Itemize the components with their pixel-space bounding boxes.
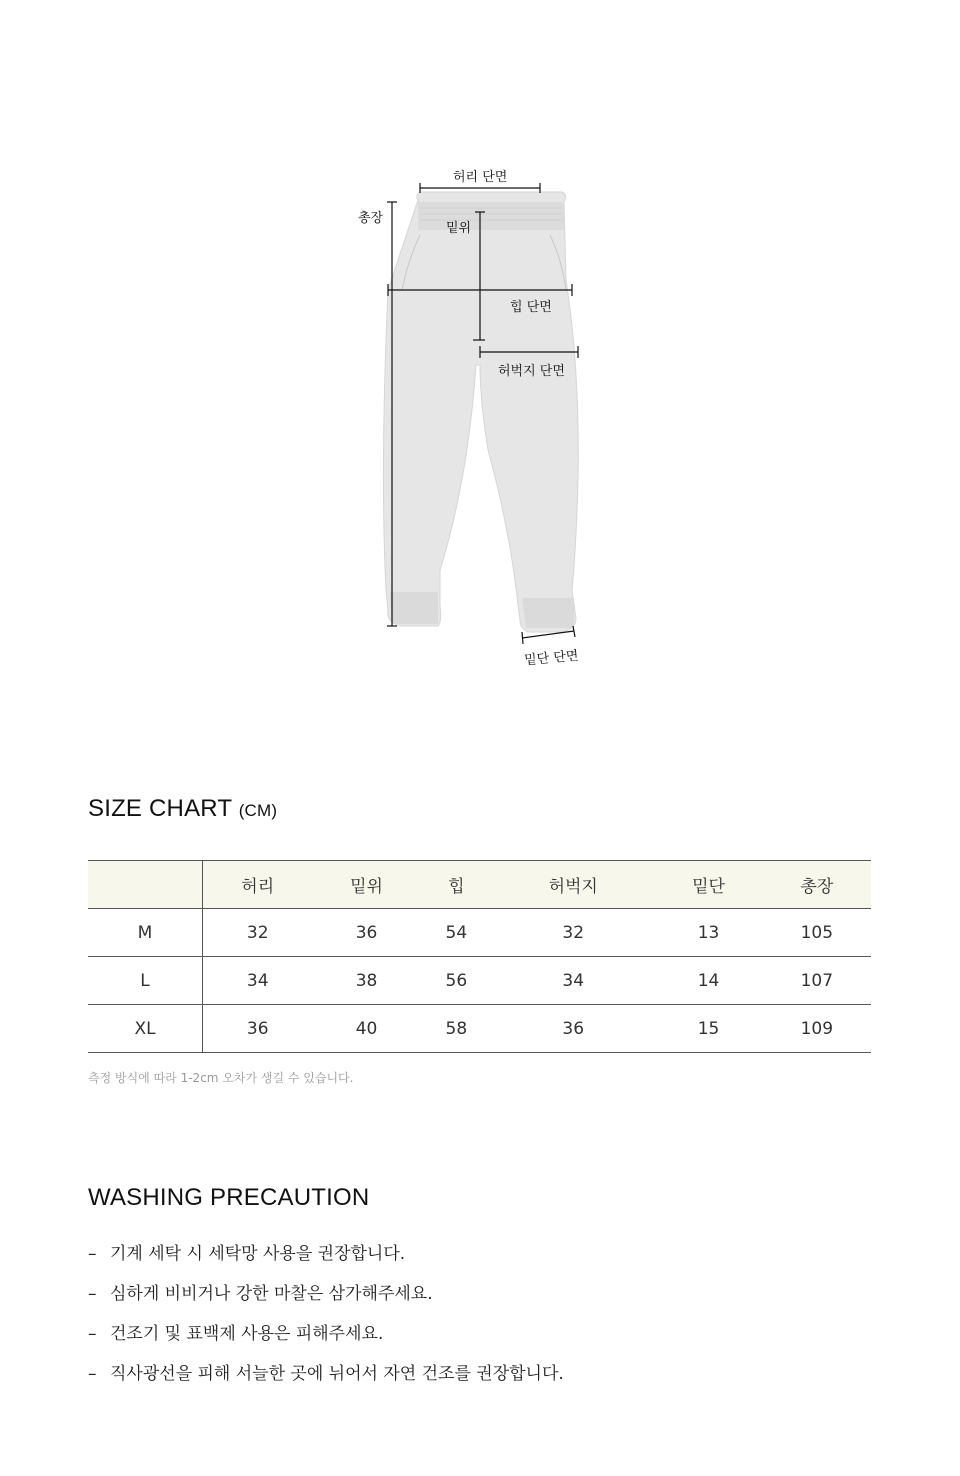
table-cell: 36 (492, 1005, 654, 1053)
table-row (88, 1005, 871, 1053)
list-item: – 건조기 및 표백제 사용은 피해주세요. (88, 1324, 384, 1344)
size-chart-unit: (CM) (238, 801, 278, 820)
table-cell: 54 (421, 909, 492, 957)
table-cell: 13 (654, 909, 762, 957)
table-cell: 36 (203, 1005, 313, 1053)
table-cell: 15 (654, 1005, 762, 1053)
table-cell: 40 (312, 1005, 420, 1053)
table-cell: 58 (421, 1005, 492, 1053)
table-cell: 107 (763, 957, 871, 1005)
header-rise: 밑위 (312, 861, 420, 909)
measurement-note: 측정 방식에 따라 1-2cm 오차가 생길 수 있습니다. (88, 1071, 354, 1085)
washing-title: WASHING PRECAUTION (88, 1184, 370, 1211)
header-length: 총장 (763, 861, 871, 909)
list-item: – 기계 세탁 시 세탁망 사용을 권장합니다. (88, 1244, 406, 1264)
header-waist: 허리 (203, 861, 313, 909)
size-cell: XL (88, 1005, 203, 1053)
waist-label: 허리 단면 (453, 170, 508, 185)
hip-label: 힙 단면 (510, 300, 552, 315)
length-label: 총장 (358, 211, 384, 226)
size-cell: L (88, 957, 203, 1005)
washing-list (88, 1240, 564, 1400)
table-cell: 56 (421, 957, 492, 1005)
table-header-row (88, 861, 871, 909)
rise-label: 밑위 (446, 221, 472, 236)
hem-label: 밑단 단면 (523, 648, 580, 669)
table-row (88, 957, 871, 1005)
size-chart-title: SIZE CHART (CM) (88, 795, 278, 822)
table-cell: 38 (312, 957, 420, 1005)
pants-shape (383, 192, 578, 632)
table-cell: 109 (763, 1005, 871, 1053)
table-cell: 105 (763, 909, 871, 957)
table-cell: 14 (654, 957, 762, 1005)
pants-measurement-diagram (340, 150, 620, 690)
list-item: – 심하게 비비거나 강한 마찰은 삼가해주세요. (88, 1284, 433, 1304)
table-cell: 32 (203, 909, 313, 957)
table-cell: 36 (312, 909, 420, 957)
pants-illustration (340, 150, 620, 690)
table-row (88, 909, 871, 957)
table-cell: 34 (492, 957, 654, 1005)
header-hip: 힙 (421, 861, 492, 909)
thigh-label: 허벅지 단면 (498, 364, 565, 379)
table-cell: 32 (492, 909, 654, 957)
header-hem: 밑단 (654, 861, 762, 909)
size-cell: M (88, 909, 203, 957)
size-chart-table (88, 860, 871, 1053)
list-item: – 직사광선을 피해 서늘한 곳에 뉘어서 자연 건조를 권장합니다. (88, 1364, 564, 1384)
header-corner (88, 861, 203, 909)
header-thigh: 허벅지 (492, 861, 654, 909)
table-cell: 34 (203, 957, 313, 1005)
